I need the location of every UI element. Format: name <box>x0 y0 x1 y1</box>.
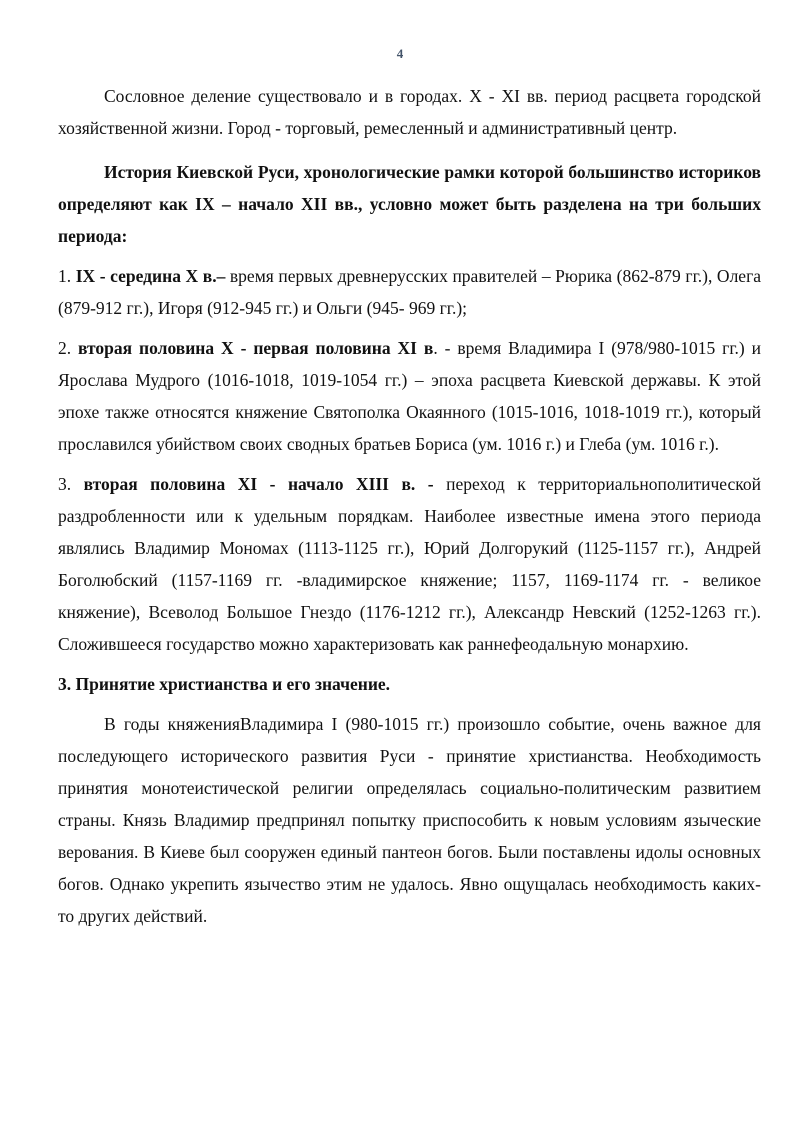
section-3-heading <box>58 668 761 700</box>
period-2 <box>58 332 761 460</box>
period-2-text: . - время Владимира I (978/980-1015 гг.) и Ярослава Мудрого (1016-1018, 1019-1054 гг.) – эпоха расцвета Киевской державы. К этой эпохе также относятся княжение Святополка Окаянного (1015-1016, 1018-1019 гг.), который прославился убийством своих сводных братьев Бориса (ум. 1016 г.) и Глеба (ум. 1016 г.). <box>58 338 762 454</box>
period-1-title: IX - середина X в.– <box>75 266 226 286</box>
period-3-title: вторая половина XI - начало XIII в. - <box>83 474 434 494</box>
page-number: 4 <box>396 46 404 61</box>
period-3-number: 3. <box>58 474 84 494</box>
document-body <box>58 80 761 932</box>
period-1-text: время первых древнерусских правителей – Рюрика (862-879 гг.), Олега (879-912 гг.), Игоря (912-945 гг.) и Ольги (945- 969 гг.); <box>58 266 762 318</box>
period-1-number: 1. <box>58 266 76 286</box>
period-1 <box>58 260 761 324</box>
section-3-paragraph: В годы княженияВладимира I (980-1015 гг.) произошло событие, очень важное для последующего исторического развития Руси - принятие христианства. Необходимость принятия монотеистической религии определялась социально-политическим развитием страны. Князь Владимир предпринял попытку приспособить к новым условиям языческие верования. В Киеве был сооружен единый пантеон богов. Были поставлены идолы основных богов. Однако укрепить язычество этим не удалось. Явно ощущалась необходимость каких-то других действий. <box>58 714 761 926</box>
period-2-title: вторая половина X - первая половина XI в <box>78 338 434 358</box>
paragraph-towns: Сословное деление существовало и в городах. Х - XI вв. период расцвета городской хозяйственной жизни. Город - торговый, ремесленный и административный центр. <box>58 86 761 138</box>
period-3-text: переход к территориальнополитической раздробленности или к удельным порядкам. Наиболее известные имена этого периода являлись Владимир Мономах (1113-1125 гг.), Юрий Долгорукий (1125-1157 гг.), Андрей Боголюбский (1157-1169 гг. -владимирское княжение; 1157, 1169-1174 гг. - великое княжение), Всеволод Большое Гнездо (1176-1212 гг.), Александр Невский (1252-1263 гг.). Сложившееся государство можно характеризовать как раннефеодальную монархию. <box>58 474 762 654</box>
intro-heading <box>58 156 761 252</box>
intro-heading-text: История Киевской Руси, хронологические рамки которой большинство историков определяют как IX – начало XII вв., условно может быть разделена на три больших периода: <box>58 162 761 246</box>
section-3-title: 3. Принятие христианства и его значение. <box>58 674 391 694</box>
period-2-number: 2. <box>58 338 79 358</box>
period-3 <box>58 468 761 660</box>
